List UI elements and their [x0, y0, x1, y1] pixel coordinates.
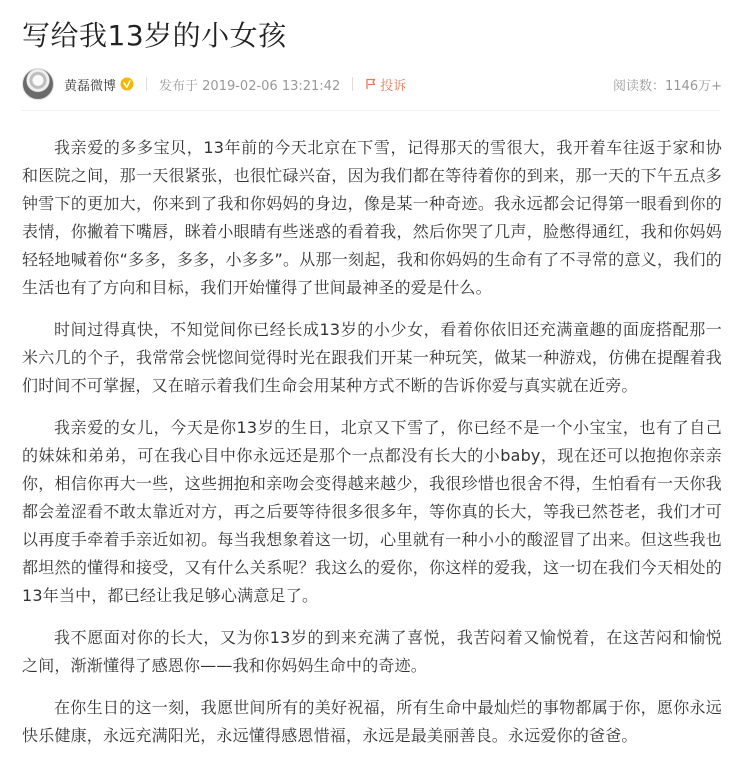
article-paragraph: 在你生日的这一刻，我愿世间所有的美好祝福，所有生命中最灿烂的事物都属于你，愿你永远快乐健康，永远充满阳光，永远懂得感恩惜福，永远是最美丽善良。永远爱你的爸爸。: [22, 698, 722, 745]
author-name[interactable]: 黄磊微博: [64, 78, 117, 94]
author-avatar[interactable]: [22, 68, 54, 100]
report-button[interactable]: [365, 75, 406, 94]
article-paragraph: 我亲爱的女儿，今天是你13岁的生日，北京又下雪了，你已经不是一个小宝宝，也有了自己的妹妹和弟弟，可在我心目中你永远还是那个一点都没有长大的小baby，现在还可以抱抱你亲亲你，相信你再大一些，这些拥抱和亲吻会变得越来越少，我很珍惜也很舍不得，生怕看有一天你我都会羞涩看不敢太靠近对方，再之后要等待很多很多年，等你真的长大，等我已然苍老，我们才可以再度手牵着手亲近如初。每当我想象着这一切，心里就有一种小小的酸涩冒了出来。但这些我也都坦然的懂得和接受，又有什么关系呢？我这么的爱你，你这样的爱我，这一切在我们今天相处的13年当中，都已经让我足够心满意足了。: [22, 418, 722, 605]
article-meta-bar: [22, 66, 722, 102]
article-body: [22, 134, 722, 764]
publish-time: 发布于 2019-02-06 13:21:42: [159, 78, 341, 94]
article-paragraph: 我不愿面对你的长大，又为你13岁的到来充满了喜悦，我苦闷着又愉悦着，在这苦闷和愉悦之间，渐渐懂得了感恩你——我和你妈妈生命中的奇迹。: [22, 628, 722, 675]
article-paragraph: 时间过得真快，不知觉间你已经长成13岁的小少女，看着你依旧还充满童趣的面庞搭配那一米六几的个子，我常常会恍惚间觉得时光在跟我们开某一种玩笑，做某一种游戏，仿佛在提醒着我们时间不可掌握，又在暗示着我们生命会用某种方式不断的告诉你爱与真实就在近旁。: [22, 320, 722, 395]
meta-divider: [352, 77, 353, 91]
report-label: 投诉: [380, 78, 407, 94]
meta-divider: [146, 77, 147, 91]
header-divider: [22, 110, 720, 111]
verified-badge-icon: [120, 77, 134, 91]
report-icon: [365, 78, 377, 90]
read-count: 阅读数：1146万+: [613, 78, 722, 94]
article-paragraph: 我亲爱的多多宝贝，13年前的今天北京在下雪，记得那天的雪很大，我开着车往返于家和协和医院之间，那一天很紧张，也很忙碌兴奋，因为我们都在等待着你的到来，那一天的下午五点多钟雪下的更加大，你来到了我和你妈妈的身边，像是某一种奇迹。我永远都会记得第一眼看到你的表情，你撇着下嘴唇，眯着小眼睛有些迷惑的看着我，然后你哭了几声，脸憋得通红，我和你妈妈轻轻地喊着你“多多，多多，小多多”。从那一刻起，我和你妈妈的生命有了不寻常的意义，我们的生活也有了方向和目标，我们开始懂得了世间最神圣的爱是什么。: [22, 138, 722, 297]
article-title: 写给我13岁的小女孩: [22, 19, 287, 52]
